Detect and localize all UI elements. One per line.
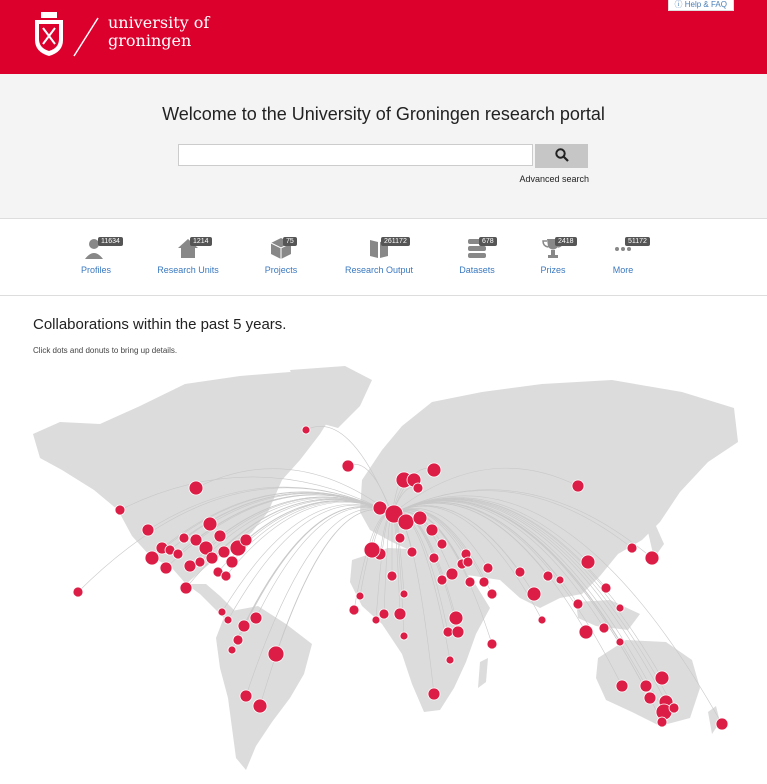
collaboration-dot[interactable] (226, 556, 238, 568)
brand-divider (72, 16, 100, 58)
collaboration-dot[interactable] (189, 481, 203, 495)
collaboration-dot[interactable] (240, 534, 252, 546)
collaboration-dot[interactable] (253, 699, 267, 713)
collaboration-dot[interactable] (398, 514, 414, 530)
collaboration-dot[interactable] (173, 549, 183, 559)
nav-label: Profiles (80, 265, 111, 275)
collaboration-dot[interactable] (669, 703, 679, 713)
collaboration-dot[interactable] (426, 524, 438, 536)
collaboration-dot[interactable] (387, 571, 397, 581)
collaboration-dot[interactable] (572, 480, 584, 492)
world-landmass (33, 366, 738, 770)
collaboration-dot[interactable] (463, 557, 473, 567)
collaboration-dot[interactable] (180, 582, 192, 594)
collaboration-dot[interactable] (716, 718, 728, 730)
collaboration-dot[interactable] (115, 505, 125, 515)
collaboration-dot[interactable] (349, 605, 359, 615)
collaboration-dot[interactable] (443, 627, 453, 637)
collaboration-dot[interactable] (483, 563, 493, 573)
collaboration-world-map[interactable] (0, 362, 767, 784)
count-badge: 261172 (381, 237, 410, 246)
collaboration-dot[interactable] (394, 608, 406, 620)
collaboration-dot[interactable] (449, 611, 463, 625)
collaboration-dot[interactable] (538, 616, 546, 624)
count-badge: 678 (479, 237, 497, 246)
nav-item-research-units[interactable] (143, 237, 233, 275)
collaboration-dot[interactable] (465, 577, 475, 587)
collaboration-dot[interactable] (221, 571, 231, 581)
collaboration-dot[interactable] (645, 551, 659, 565)
search-hero (0, 74, 767, 219)
collaboration-dot[interactable] (479, 577, 489, 587)
collaborations-hint: Click dots and donuts to bring up details. (33, 346, 178, 355)
collaboration-dot[interactable] (627, 543, 637, 553)
collaboration-dot[interactable] (73, 587, 83, 597)
collaboration-dot[interactable] (238, 620, 250, 632)
search-button[interactable] (535, 144, 588, 168)
university-crest-logo[interactable] (33, 12, 65, 56)
collaboration-dot[interactable] (527, 587, 541, 601)
collaboration-dot[interactable] (599, 623, 609, 633)
collaboration-dot[interactable] (452, 626, 464, 638)
nav-label: Research Units (157, 265, 219, 275)
collaboration-dot[interactable] (487, 639, 497, 649)
search-icon (555, 148, 569, 162)
collaboration-dot[interactable] (437, 539, 447, 549)
collaboration-dot[interactable] (206, 552, 218, 564)
collaboration-dot[interactable] (640, 680, 652, 692)
collaboration-dot[interactable] (218, 608, 226, 616)
brand-name[interactable] (108, 14, 209, 50)
collaboration-dot[interactable] (233, 635, 243, 645)
north-america-landmass (33, 372, 340, 584)
collaboration-dot[interactable] (195, 557, 205, 567)
nav-label: More (612, 265, 634, 275)
collaboration-dot[interactable] (145, 551, 159, 565)
brand-line2: groningen (108, 31, 192, 50)
page-title: Welcome to the University of Groningen research portal (162, 104, 605, 124)
collaboration-dot[interactable] (160, 562, 172, 574)
nav-label: Datasets (459, 265, 495, 275)
collaboration-dot[interactable] (657, 717, 667, 727)
count-badge: 51172 (625, 237, 650, 246)
collaboration-dot[interactable] (356, 592, 364, 600)
collaboration-dot[interactable] (413, 511, 427, 525)
collaboration-dot[interactable] (364, 542, 380, 558)
brand-line1: university of (108, 13, 210, 32)
help-faq-link[interactable] (668, 0, 734, 11)
nav-item-more[interactable] (578, 237, 668, 275)
collaboration-dot[interactable] (437, 575, 447, 585)
header-bar (0, 0, 767, 74)
collaboration-dot[interactable] (302, 426, 310, 434)
collaboration-dot[interactable] (616, 638, 624, 646)
collaboration-dot[interactable] (218, 546, 230, 558)
count-badge: 2418 (555, 237, 577, 246)
collaboration-dot[interactable] (407, 547, 417, 557)
count-badge: 11634 (98, 237, 123, 246)
collaboration-dot[interactable] (427, 463, 441, 477)
nav-label: Research Output (344, 265, 414, 275)
collaboration-dot[interactable] (644, 692, 656, 704)
collaboration-dot[interactable] (556, 576, 564, 584)
collaboration-dot[interactable] (581, 555, 595, 569)
search-input[interactable] (178, 144, 533, 166)
south-america-landmass (216, 606, 312, 770)
collaboration-dot[interactable] (214, 530, 226, 542)
nav-label: Prizes (540, 265, 566, 275)
collaboration-dot[interactable] (268, 646, 284, 662)
advanced-search-link[interactable]: Advanced search (519, 174, 589, 184)
collaboration-dot[interactable] (342, 460, 354, 472)
collaboration-dot[interactable] (543, 571, 553, 581)
content-nav (0, 219, 767, 296)
collaboration-dot[interactable] (428, 688, 440, 700)
collaboration-dot[interactable] (446, 656, 454, 664)
collaboration-dot[interactable] (515, 567, 525, 577)
count-badge: 75 (283, 237, 297, 246)
collaboration-dot[interactable] (429, 553, 439, 563)
collaboration-dot[interactable] (142, 524, 154, 536)
collaboration-dot[interactable] (395, 533, 405, 543)
collaboration-dot[interactable] (372, 616, 380, 624)
help-label: Help & FAQ (684, 0, 727, 9)
collaborations-title: Collaborations within the past 5 years. (33, 316, 287, 333)
collaboration-dot[interactable] (240, 690, 252, 702)
nav-label: Projects (264, 265, 298, 275)
nav-item-research-output[interactable] (334, 237, 424, 275)
collaboration-dot[interactable] (224, 616, 232, 624)
collaboration-dot[interactable] (601, 583, 611, 593)
collaboration-dot[interactable] (184, 560, 196, 572)
collaboration-dot[interactable] (487, 589, 497, 599)
collaboration-dot[interactable] (250, 612, 262, 624)
collaboration-dot[interactable] (179, 533, 189, 543)
collaboration-dot[interactable] (413, 483, 423, 493)
collaboration-dot[interactable] (400, 590, 408, 598)
collaboration-dot[interactable] (579, 625, 593, 639)
madagascar-landmass (478, 658, 488, 688)
collaboration-dot[interactable] (616, 680, 628, 692)
nav-item-profiles[interactable] (51, 237, 141, 275)
nav-item-projects[interactable] (236, 237, 326, 275)
collaboration-dot[interactable] (446, 568, 458, 580)
collaboration-dot[interactable] (228, 646, 236, 654)
collaboration-dot[interactable] (203, 517, 217, 531)
collaboration-dot[interactable] (573, 599, 583, 609)
collaboration-dot[interactable] (379, 609, 389, 619)
count-badge: 1214 (190, 237, 212, 246)
help-icon: ⓘ (674, 0, 683, 9)
collaboration-dot[interactable] (616, 604, 624, 612)
collaboration-dot[interactable] (400, 632, 408, 640)
collaboration-dot[interactable] (655, 671, 669, 685)
